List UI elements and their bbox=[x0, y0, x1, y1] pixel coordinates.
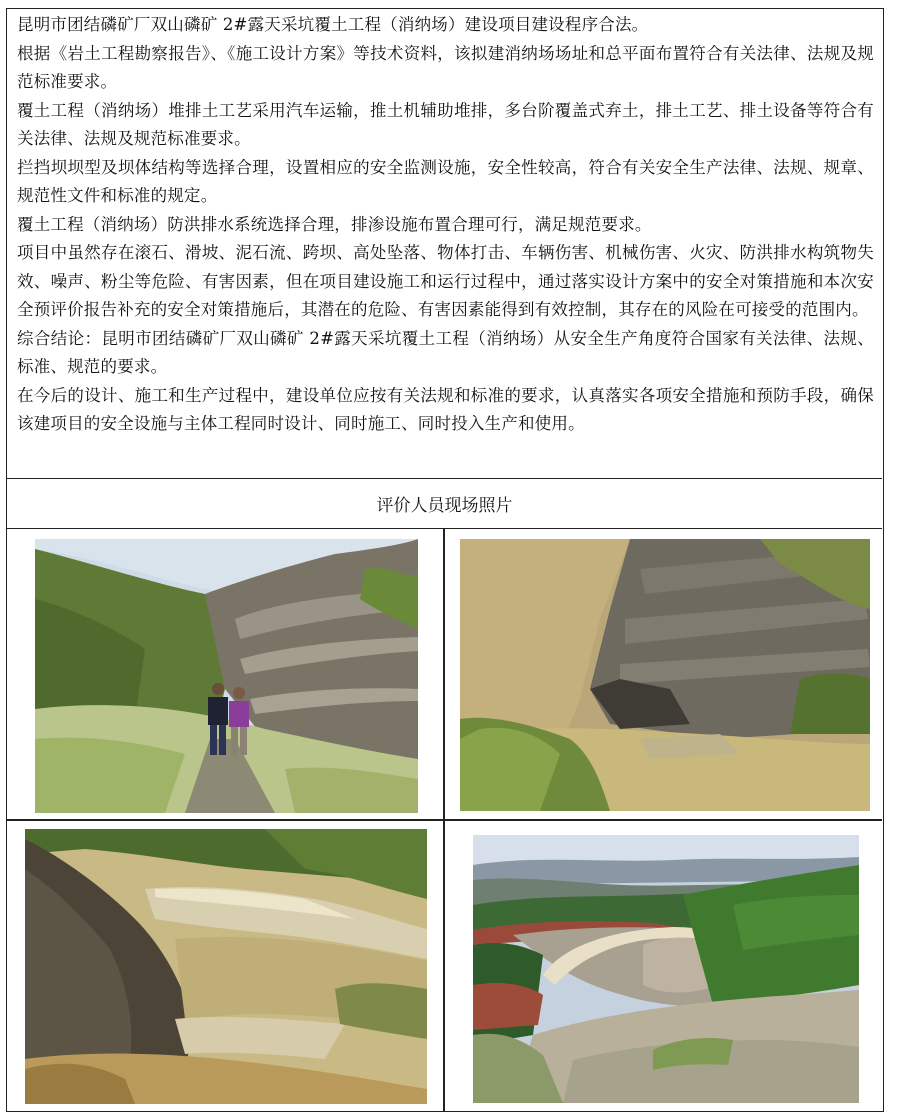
paragraph-hazards: 项目中虽然存在滚石、滑坡、泥石流、跨坝、高处坠落、物体打击、车辆伤害、机械伤害、火灾、防洪排水构筑物失效、噪声、粉尘等危险、有害因素，但在项目建设施工和运行过程中，通过落实设计方案中的安全对策措施和本次安全预评价报告补充的安全对策措施后，其潜在的危险、有害因素能得到有效控制，其存在的风险在可接受的范围内。 bbox=[17, 243, 874, 319]
site-photo-inspectors bbox=[35, 539, 418, 813]
paragraph-dumping-process: 覆土工程（消纳场）堆排土工艺采用汽车运输，推土机辅助堆排，多台阶覆盖式弃土，排土工艺、排土设备等符合有关法律、法规及规范标准要求。 bbox=[17, 100, 874, 148]
site-photo-valley-road bbox=[25, 829, 427, 1104]
paragraph-drainage: 覆土工程（消纳场）防洪排水系统选择合理，排渗设施布置合理可行，满足规范要求。 bbox=[17, 214, 652, 234]
report-table bbox=[6, 8, 884, 1112]
conclusion-cell bbox=[7, 9, 882, 479]
row-divider bbox=[7, 819, 882, 821]
site-photo-hillside-overview bbox=[473, 835, 859, 1103]
paragraph-site-layout: 根据《岩土工程勘察报告》、《施工设计方案》等技术资料，该拟建消纳场场址和总平面布置符合有关法律、法规及规范标准要求。 bbox=[17, 43, 874, 91]
paragraph-procedure: 昆明市团结磷矿厂双山磷矿 2#露天采坑覆土工程（消纳场）建设项目建设程序合法。 bbox=[17, 15, 649, 34]
paragraph-recommendations: 在今后的设计、施工和生产过程中，建设单位应按有关法规和标准的要求，认真落实各项安全措施和预防手段，确保该建项目的安全设施与主体工程同时设计、同时施工、同时投入生产和使用。 bbox=[17, 385, 874, 433]
paragraph-overall-conclusion: 综合结论：昆明市团结磷矿厂双山磷矿 2#露天采坑覆土工程（消纳场）从安全生产角度符合国家有关法律、法规、标准、规范的要求。 bbox=[17, 328, 874, 376]
paragraph-dam-structure: 拦挡坝坝型及坝体结构等选择合理，设置相应的安全监测设施，安全性较高，符合有关安全生产法律、法规、规章、规范性文件和标准的规定。 bbox=[17, 157, 874, 205]
photo-caption: 评价人员现场照片 bbox=[7, 479, 882, 529]
site-photo-quarry-face bbox=[460, 539, 870, 811]
